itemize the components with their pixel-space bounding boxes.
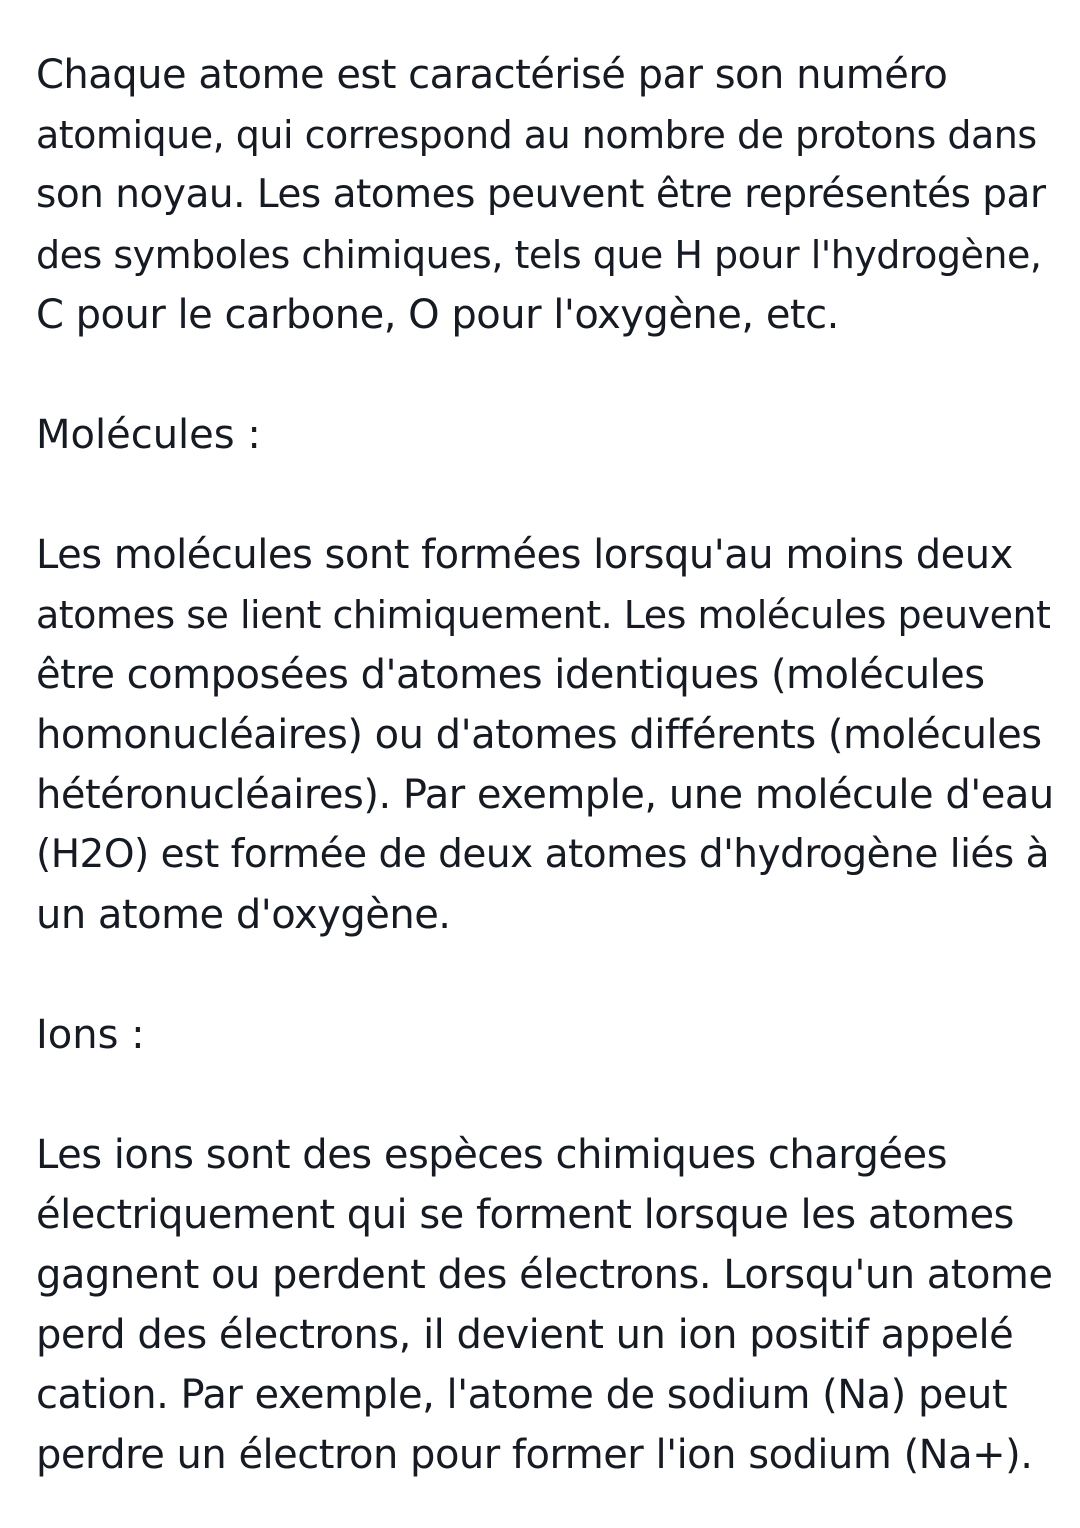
section-heading-ions: Ions : [36,1012,145,1058]
paragraph-line: perd des électrons, il devient un ion positif appelé [36,1312,1014,1358]
paragraph-line: son noyau. Les atomes peuvent être représentés par [36,172,1046,217]
paragraph-line: cation. Par exemple, l'atome de sodium (Na) peut [36,1372,1008,1418]
paragraph-line: hétéronucléaires). Par exemple, une molécule d'eau [36,772,1054,818]
paragraph-line: atomique, qui correspond au nombre de protons dans [36,113,1037,157]
paragraph-line: gagnent ou perdent des électrons. Lorsqu'un atome [36,1252,1053,1298]
paragraph-line: Les ions sont des espèces chimiques chargées [36,1132,947,1178]
paragraph-line: Chaque atome est caractérisé par son numéro [36,52,948,98]
paragraph-line: atomes se lient chimiquement. Les molécules peuvent [36,593,1051,637]
paragraph-line: (H2O) est formée de deux atomes d'hydrogène liés à [36,832,1050,877]
paragraph-line: des symboles chimiques, tels que H pour l'hydrogène, [36,233,1042,277]
section-heading-molecules: Molécules : [36,412,261,458]
paragraph-line: un atome d'oxygène. [36,892,451,938]
paragraph-line: électriquement qui se forment lorsque les atomes [36,1192,1014,1238]
paragraph-line: Les molécules sont formées lorsqu'au moins deux [36,532,1013,578]
paragraph-line: perdre un électron pour former l'ion sodium (Na+). [36,1432,1033,1478]
paragraph-line: être composées d'atomes identiques (molécules [36,652,985,698]
paragraph-line: C pour le carbone, O pour l'oxygène, etc. [36,292,839,338]
paragraph-line: homonucléaires) ou d'atomes différents (molécules [36,712,1042,758]
